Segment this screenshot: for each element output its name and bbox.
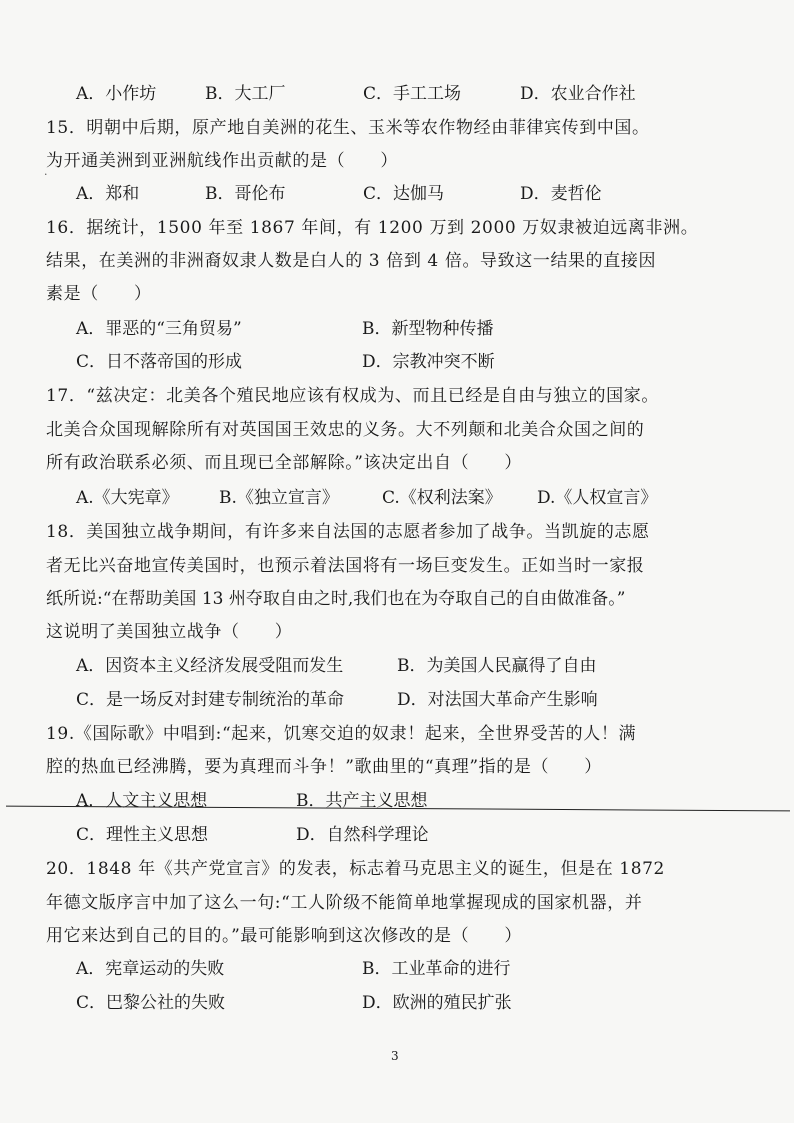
q16-option-c[interactable]: C．日不落帝国的形成 <box>76 352 243 372</box>
q20-stem-line-2: 年德文版序言中加了这么一句:“工人阶级不能简单地掌握现成的国家机器，并 <box>46 893 643 913</box>
q17-stem-line-3: 所有政治联系必须、而且现已全部解除。”该决定出自（ ） <box>46 453 522 473</box>
q20-option-b[interactable]: B．工业革命的进行 <box>362 959 511 979</box>
q16-stem-line-1: 16．据统计，1500 年至 1867 年间，有 1200 万到 2000 万奴隶被迫远离非洲。 <box>46 218 699 238</box>
q17-option-a[interactable]: A.《大宪章》 <box>76 488 179 508</box>
q15-stem-line-1: 15．明朝中后期，原产地自美洲的花生、玉米等农作物经由菲律宾传到中国。 <box>46 118 650 138</box>
q20-stem-line-3: 用它来达到自己的目的。”最可能影响到这次修改的是（ ） <box>46 926 522 946</box>
q16-option-d[interactable]: D．宗教冲突不断 <box>362 352 495 372</box>
q15-option-c[interactable]: C．达伽马 <box>363 184 445 204</box>
q18-option-c[interactable]: C．是一场反对封建专制统治的革命 <box>76 690 345 710</box>
q16-stem-line-2: 结果，在美洲的非洲裔奴隶人数是白人的 3 倍到 4 倍。导致这一结果的直接因 <box>46 251 657 271</box>
q14-option-d[interactable]: D．农业合作社 <box>520 84 636 104</box>
q14-option-c[interactable]: C．手工工场 <box>363 84 462 104</box>
q16-stem-line-3: 素是（ ） <box>46 284 152 304</box>
q18-stem-line-2: 者无比兴奋地宣传美国时，也预示着法国将有一场巨变发生。正如当时一家报 <box>46 556 645 576</box>
q17-option-d[interactable]: D.《人权宣言》 <box>537 488 658 508</box>
q18-stem-line-3: 纸所说:“在帮助美国 13 州夺取自由之时,我们也在为夺取自己的自由做准备。” <box>46 589 626 609</box>
q14-option-a[interactable]: A．小作坊 <box>76 84 157 104</box>
q18-stem-line-4: 这说明了美国独立战争（ ） <box>46 622 293 642</box>
q18-option-d[interactable]: D．对法国大革命产生影响 <box>397 690 598 710</box>
q18-option-a[interactable]: A．因资本主义经济发展受阻而发生 <box>76 656 344 676</box>
q19-option-a[interactable]: A．人文主义思想 <box>76 791 208 811</box>
q19-option-b[interactable]: B．共产主义思想 <box>296 791 428 811</box>
q14-option-b[interactable]: B．大工厂 <box>205 84 286 104</box>
q19-stem-line-1: 19.《国际歌》中唱到:“起来，饥寒交迫的奴隶！起来，全世界受苦的人！满 <box>46 724 637 744</box>
q15-option-b[interactable]: B．哥伦布 <box>205 184 286 204</box>
q17-stem-line-1: 17．“兹决定：北美各个殖民地应该有权成为、而且已经是自由与独立的国家。 <box>46 386 659 406</box>
q15-stem-line-2: 为开通美洲到亚洲航线作出贡献的是（ ） <box>46 151 398 171</box>
q19-stem-line-2: 腔的热血已经沸腾，要为真理而斗争！”歌曲里的“真理”指的是（ ） <box>46 757 602 777</box>
q17-option-c[interactable]: C.《权利法案》 <box>382 488 502 508</box>
q20-option-a[interactable]: A．宪章运动的失败 <box>76 959 225 979</box>
q16-option-a[interactable]: A．罪恶的“三角贸易” <box>76 319 242 339</box>
q15-option-a[interactable]: A．郑和 <box>76 184 140 204</box>
q17-stem-line-2: 北美合众国现解除所有对英国国王效忠的义务。大不列颠和北美合众国之间的 <box>46 420 645 440</box>
q19-option-d[interactable]: D．自然科学理论 <box>296 825 429 845</box>
q17-option-b[interactable]: B.《独立宣言》 <box>219 488 339 508</box>
q20-option-c[interactable]: C．巴黎公社的失败 <box>76 993 226 1013</box>
q18-option-b[interactable]: B．为美国人民赢得了自由 <box>397 656 597 676</box>
q20-stem-line-1: 20．1848 年《共产党宣言》的发表，标志着马克思主义的诞生，但是在 1872 <box>46 859 665 879</box>
q16-option-b[interactable]: B．新型物种传播 <box>362 319 494 339</box>
q18-stem-line-1: 18．美国独立战争期间，有许多来自法国的志愿者参加了战争。当凯旋的志愿 <box>46 522 650 542</box>
q19-option-c[interactable]: C．理性主义思想 <box>76 825 209 845</box>
page-number: 3 <box>391 1049 399 1063</box>
q15-option-d[interactable]: D．麦哲伦 <box>520 184 602 204</box>
scan-speck: · <box>44 168 48 181</box>
q20-option-d[interactable]: D．欧洲的殖民扩张 <box>362 993 512 1013</box>
